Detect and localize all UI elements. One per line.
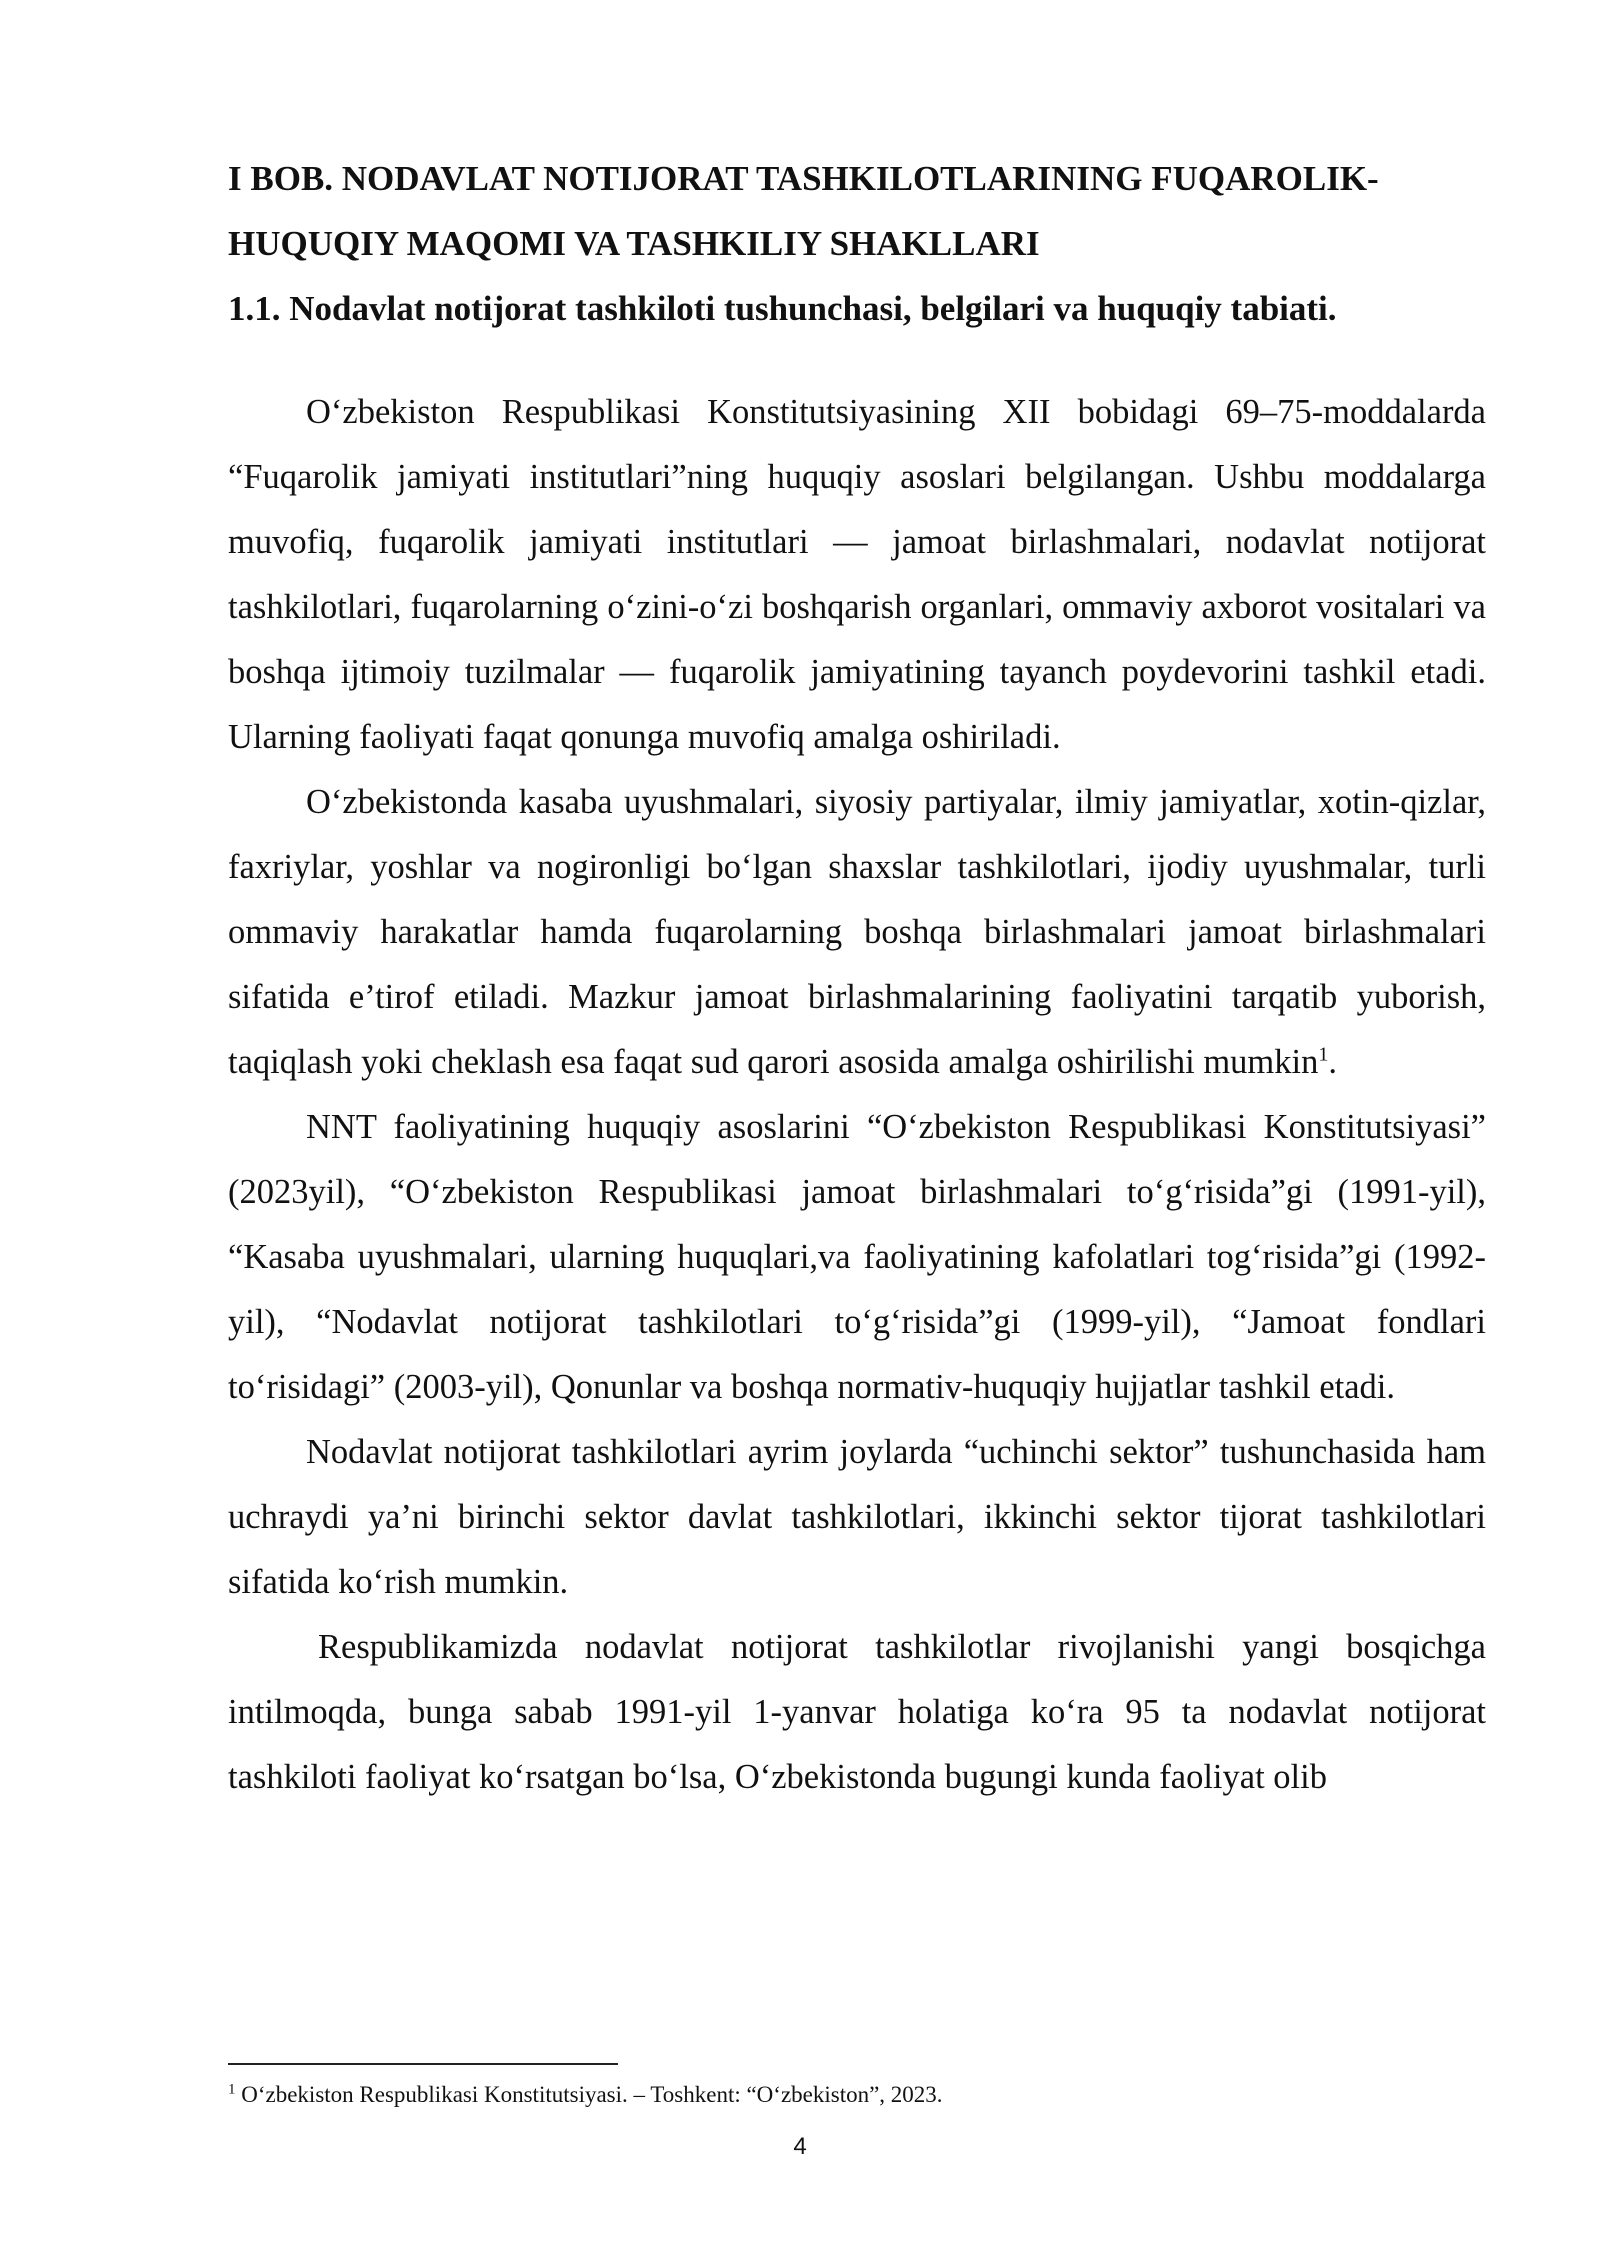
footnote xyxy=(228,2080,1488,2110)
paragraph-text: O‘zbekistonda kasaba uyushmalari, siyosiy partiyalar, ilmiy jamiyatlar, xotin-qizlar, faxriylar, yoshlar va nogironligi bo‘lgan shaxslar tashkilotlari, ijodiy uyushmalar, turli ommaviy harakatlar hamda fuqarolarning boshqa birlashmalari jamoat birlashmalari sifatida e’tirof etiladi. Mazkur jamoat birlashmalarining faoliyatini tarqatib yuborish, taqiqlash yoki cheklash esa faqat sud qarori asosida amalga oshirilishi mumkin xyxy=(228,783,1486,1081)
chapter-title: I BOB. NODAVLAT NOTIJORAT TASHKILOTLARINING FUQAROLIK-HUQUQIY MAQOMI VA TASHKILIY SHAKLLARI xyxy=(228,159,1379,263)
paragraph-end: . xyxy=(1328,1043,1337,1081)
paragraph: O‘zbekiston Respublikasi Konstitutsiyasining XII bobidagi 69–75-moddalarda “Fuqarolik jamiyati institutlari”ning huquqiy asoslari belgilangan. Ushbu moddalarga muvofiq, fuqarolik jamiyati institutlari — jamoat birlashmalari, nodavlat notijorat tashkilotlari, fuqarolarning o‘zini-o‘zi boshqarish organlari, ommaviy axborot vositalari va boshqa ijtimoiy tuzilmalar — fuqarolik jamiyatining tayanch poydevorini tashkil etadi. Ularning faoliyati faqat qonunga muvofiq amalga oshiriladi. xyxy=(228,393,1486,756)
footnote-separator xyxy=(228,2063,618,2065)
footnote-text: O‘zbekiston Respublikasi Konstitutsiyasi. – Toshkent: “O‘zbekiston”, 2023. xyxy=(241,2082,943,2107)
page-number: 4 xyxy=(793,2133,807,2160)
footnote-marker: 1 xyxy=(228,2081,236,2098)
paragraph-with-footnote xyxy=(228,770,1486,1095)
body-text xyxy=(228,380,1486,1810)
footnote-reference[interactable]: 1 xyxy=(1318,1043,1329,1066)
section-title: 1.1. Nodavlat notijorat tashkiloti tushunchasi, belgilari va huquqiy tabiati. xyxy=(228,289,1337,328)
paragraph: Respublikamizda nodavlat notijorat tashkilotlar rivojlanishi yangi bosqichga intilmoqda, bunga sabab 1991-yil 1-yanvar holatiga ko‘ra 95 ta nodavlat notijorat tashkiloti faoliyat ko‘rsatgan bo‘lsa, O‘zbekistonda bugungi kunda faoliyat olib xyxy=(228,1628,1486,1796)
paragraph: Nodavlat notijorat tashkilotlari ayrim joylarda “uchinchi sektor” tushunchasida ham uchraydi ya’ni birinchi sektor davlat tashkilotlari, ikkinchi sektor tijorat tashkilotlari sifatida ko‘rish mumkin. xyxy=(228,1433,1486,1601)
paragraph: NNT faoliyatining huquqiy asoslarini “O‘zbekiston Respublikasi Konstitutsiyasi” (2023yil), “O‘zbekiston Respublikasi jamoat birlashmalari to‘g‘risida”gi (1991-yil), “Kasaba uyushmalari, ularning huquqlari,va faoliyatining kafolatlari tog‘risida”gi (1992-yil), “Nodavlat notijorat tashkilotlari to‘g‘risida”gi (1999-yil), “Jamoat fondlari to‘risidagi” (2003-yil), Qonunlar va boshqa normativ-huquqiy hujjatlar tashkil etadi. xyxy=(228,1108,1486,1406)
